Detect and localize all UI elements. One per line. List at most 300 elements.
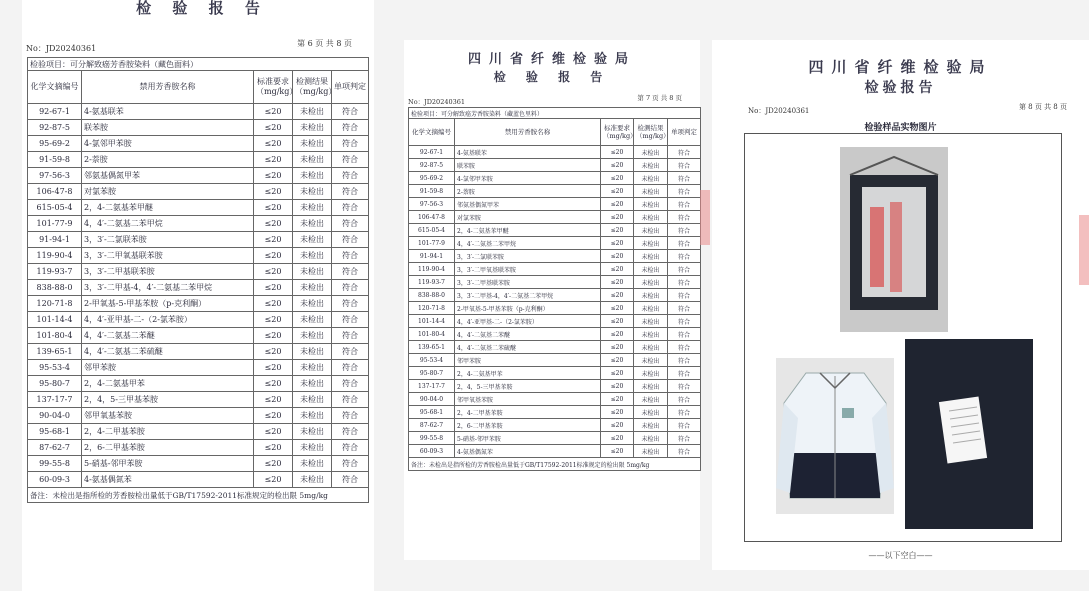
- seal-fragment: [700, 190, 710, 245]
- verdict-value: 符合: [668, 315, 701, 328]
- result-value: 未检出: [293, 248, 332, 264]
- amine-name: 邻甲苯胺: [455, 354, 601, 367]
- result-value: 未检出: [634, 328, 668, 341]
- verdict-value: 符合: [668, 393, 701, 406]
- limit-value: ≤20: [254, 136, 293, 152]
- report-number: No：JD20240361: [26, 44, 97, 53]
- result-value: 未检出: [634, 393, 668, 406]
- limit-value: ≤20: [254, 312, 293, 328]
- result-value: 未检出: [293, 264, 332, 280]
- result-value: 未检出: [634, 172, 668, 185]
- limit-value: ≤20: [601, 185, 634, 198]
- result-value: 未检出: [293, 152, 332, 168]
- amine-name: 2，4-二氨基甲苯: [82, 376, 254, 392]
- table-row: [409, 237, 701, 250]
- limit-value: ≤20: [601, 289, 634, 302]
- result-value: 未检出: [634, 276, 668, 289]
- cas-number: 119-90-4: [28, 248, 82, 264]
- result-value: 未检出: [293, 392, 332, 408]
- limit-value: ≤20: [254, 296, 293, 312]
- report-number: No：JD20240361: [408, 98, 466, 106]
- cas-number: 139-65-1: [409, 341, 455, 354]
- cas-number: 97-56-3: [409, 198, 455, 211]
- verdict-value: 符合: [668, 263, 701, 276]
- amine-name: 4，4′-二氨基二苯甲烷: [82, 216, 254, 232]
- limit-value: ≤20: [601, 276, 634, 289]
- sample-bag-photo: [840, 147, 948, 332]
- table-row: [28, 184, 369, 200]
- verdict-value: 符合: [332, 456, 369, 472]
- result-value: 未检出: [293, 216, 332, 232]
- result-value: 未检出: [634, 250, 668, 263]
- verdict-value: 符合: [668, 419, 701, 432]
- amine-name: 2，4，5-三甲基苯胺: [455, 380, 601, 393]
- result-value: 未检出: [634, 354, 668, 367]
- table-row: [409, 354, 701, 367]
- verdict-value: 符合: [668, 250, 701, 263]
- result-value: 未检出: [293, 472, 332, 488]
- cas-number: 95-80-7: [28, 376, 82, 392]
- amine-name: 4-氨基联苯: [455, 146, 601, 159]
- verdict-value: 符合: [332, 328, 369, 344]
- cas-number: 95-68-1: [28, 424, 82, 440]
- cas-number: 119-93-7: [409, 276, 455, 289]
- cas-number: 120-71-8: [28, 296, 82, 312]
- table-row: [28, 280, 369, 296]
- sample-care-label-photo: [905, 339, 1033, 529]
- cas-number: 137-17-7: [28, 392, 82, 408]
- cas-number: 87-62-7: [28, 440, 82, 456]
- limit-value: ≤20: [254, 280, 293, 296]
- table-row: [409, 198, 701, 211]
- amine-name: 4-氯邻甲苯胺: [455, 172, 601, 185]
- verdict-value: 符合: [332, 392, 369, 408]
- amine-name: 4，4′-二氨基二苯醚: [82, 328, 254, 344]
- amine-name: 2-甲氧基-5-甲基苯胺（p-克利酮）: [82, 296, 254, 312]
- verdict-value: 符合: [332, 424, 369, 440]
- limit-value: ≤20: [601, 445, 634, 458]
- limit-value: ≤20: [601, 250, 634, 263]
- verdict-value: 符合: [332, 296, 369, 312]
- verdict-value: 符合: [668, 159, 701, 172]
- table-row: [409, 419, 701, 432]
- header-cas: 化学文摘编号: [409, 119, 455, 146]
- limit-value: ≤20: [254, 184, 293, 200]
- result-value: 未检出: [293, 296, 332, 312]
- cas-number: 101-77-9: [28, 216, 82, 232]
- page-indicator: 第 7 页 共 8 页: [637, 94, 682, 102]
- result-value: 未检出: [634, 237, 668, 250]
- table-row: [28, 344, 369, 360]
- result-value: 未检出: [293, 136, 332, 152]
- table-row: [28, 440, 369, 456]
- table-row: [28, 136, 369, 152]
- result-value: 未检出: [293, 408, 332, 424]
- amine-name: 4-氨基偶氮苯: [455, 445, 601, 458]
- limit-value: ≤20: [254, 456, 293, 472]
- table-row: [409, 302, 701, 315]
- result-value: 未检出: [293, 168, 332, 184]
- amine-name: 联苯胺: [82, 120, 254, 136]
- cas-number: 615-05-4: [409, 224, 455, 237]
- limit-value: ≤20: [254, 264, 293, 280]
- verdict-value: 符合: [668, 172, 701, 185]
- limit-value: ≤20: [254, 104, 293, 120]
- limit-value: ≤20: [601, 341, 634, 354]
- amine-name: 3，3′-二甲基-4，4′-二氨基二苯甲烷: [455, 289, 601, 302]
- verdict-value: 符合: [668, 341, 701, 354]
- table-row: [409, 159, 701, 172]
- result-value: 未检出: [293, 440, 332, 456]
- result-value: 未检出: [293, 424, 332, 440]
- table-row: [28, 104, 369, 120]
- cas-number: 120-71-8: [409, 302, 455, 315]
- limit-value: ≤20: [601, 393, 634, 406]
- verdict-value: 符合: [332, 152, 369, 168]
- verdict-value: 符合: [332, 408, 369, 424]
- table-row: [409, 276, 701, 289]
- limit-value: ≤20: [601, 198, 634, 211]
- verdict-value: 符合: [332, 280, 369, 296]
- cas-number: 91-94-1: [28, 232, 82, 248]
- cas-number: 137-17-7: [409, 380, 455, 393]
- result-value: 未检出: [634, 367, 668, 380]
- verdict-value: 符合: [668, 211, 701, 224]
- result-value: 未检出: [634, 406, 668, 419]
- table-row: [409, 224, 701, 237]
- table-row: [409, 172, 701, 185]
- result-value: 未检出: [293, 200, 332, 216]
- header-verdict: 单项判定: [332, 71, 369, 104]
- amine-name: 2-甲氧基-5-甲基苯胺（p-克利酮）: [455, 302, 601, 315]
- table-row: [28, 360, 369, 376]
- cas-number: 90-04-0: [28, 408, 82, 424]
- verdict-value: 符合: [668, 406, 701, 419]
- result-value: 未检出: [293, 328, 332, 344]
- limit-value: ≤20: [254, 216, 293, 232]
- amine-name: 3，3′-二甲基-4，4′-二氨基二苯甲烷: [82, 280, 254, 296]
- seal-fragment: [1079, 215, 1089, 285]
- amine-name: 邻氨基偶氮甲苯: [455, 198, 601, 211]
- results-table: [27, 57, 369, 503]
- limit-value: ≤20: [254, 152, 293, 168]
- verdict-value: 符合: [332, 216, 369, 232]
- table-note: 备注：未检出是指所检的芳香胺检出量低于GB/T17592-2011标准规定的检出限 5mg/kg: [28, 488, 369, 503]
- amine-name: 2，6-二甲基苯胺: [455, 419, 601, 432]
- cas-number: 101-80-4: [409, 328, 455, 341]
- amine-name: 邻甲苯胺: [82, 360, 254, 376]
- amine-name: 对氯苯胺: [455, 211, 601, 224]
- header-name: 禁用芳香胺名称: [455, 119, 601, 146]
- verdict-value: 符合: [668, 185, 701, 198]
- table-row: [28, 200, 369, 216]
- cas-number: 99-55-8: [28, 456, 82, 472]
- verdict-value: 符合: [332, 440, 369, 456]
- table-row: [28, 328, 369, 344]
- cas-number: 92-87-5: [409, 159, 455, 172]
- limit-value: ≤20: [601, 146, 634, 159]
- table-row: [28, 424, 369, 440]
- limit-value: ≤20: [254, 168, 293, 184]
- result-value: 未检出: [293, 456, 332, 472]
- header-result: 检测结果（mg/kg）: [293, 71, 332, 104]
- verdict-value: 符合: [332, 472, 369, 488]
- cas-number: 91-59-8: [409, 185, 455, 198]
- verdict-value: 符合: [668, 302, 701, 315]
- limit-value: ≤20: [254, 392, 293, 408]
- report-title: 检 验 报 告: [493, 70, 611, 84]
- amine-name: 2，4-二氨基苯甲醚: [455, 224, 601, 237]
- cas-number: 119-90-4: [409, 263, 455, 276]
- amine-name: 对氯苯胺: [82, 184, 254, 200]
- result-value: 未检出: [293, 120, 332, 136]
- amine-name: 邻甲氧基苯胺: [455, 393, 601, 406]
- table-row: [409, 211, 701, 224]
- amine-name: 2，4-二甲基苯胺: [82, 424, 254, 440]
- table-row: [409, 185, 701, 198]
- result-value: 未检出: [293, 376, 332, 392]
- verdict-value: 符合: [668, 224, 701, 237]
- cas-number: 92-87-5: [28, 120, 82, 136]
- verdict-value: 符合: [332, 104, 369, 120]
- table-row: [409, 367, 701, 380]
- amine-name: 4，4′-亚甲基-二-（2-氯苯胺）: [82, 312, 254, 328]
- limit-value: ≤20: [601, 211, 634, 224]
- cas-number: 106-47-8: [28, 184, 82, 200]
- header-verdict: 单项判定: [668, 119, 701, 146]
- cas-number: 95-69-2: [28, 136, 82, 152]
- table-row: [28, 392, 369, 408]
- table-row: [28, 120, 369, 136]
- limit-value: ≤20: [601, 224, 634, 237]
- amine-name: 3，3′-二甲氧基联苯胺: [455, 263, 601, 276]
- result-value: 未检出: [634, 224, 668, 237]
- result-value: 未检出: [634, 146, 668, 159]
- verdict-value: 符合: [668, 445, 701, 458]
- photos-title: 检验样品实物图片: [864, 123, 937, 133]
- verdict-value: 符合: [668, 354, 701, 367]
- cas-number: 615-05-4: [28, 200, 82, 216]
- limit-value: ≤20: [254, 248, 293, 264]
- amine-name: 邻氨基偶氮甲苯: [82, 168, 254, 184]
- table-row: [28, 264, 369, 280]
- cas-number: 91-59-8: [28, 152, 82, 168]
- blank-below-marker: ——以下空白——: [868, 551, 933, 560]
- verdict-value: 符合: [332, 344, 369, 360]
- limit-value: ≤20: [601, 302, 634, 315]
- header-limit: 标准要求（mg/kg）: [254, 71, 293, 104]
- table-row: [409, 393, 701, 406]
- verdict-value: 符合: [668, 276, 701, 289]
- limit-value: ≤20: [601, 432, 634, 445]
- cas-number: 95-53-4: [409, 354, 455, 367]
- report-page-8: [712, 40, 1089, 570]
- verdict-value: 符合: [668, 380, 701, 393]
- amine-name: 3，3′-二甲基联苯胺: [82, 264, 254, 280]
- result-value: 未检出: [634, 315, 668, 328]
- verdict-value: 符合: [332, 168, 369, 184]
- table-row: [28, 312, 369, 328]
- table-row: [409, 380, 701, 393]
- limit-value: ≤20: [254, 440, 293, 456]
- cas-number: 60-09-3: [28, 472, 82, 488]
- table-row: [409, 445, 701, 458]
- table-row: [28, 168, 369, 184]
- header-result: 检测结果（mg/kg）: [634, 119, 668, 146]
- result-value: 未检出: [293, 360, 332, 376]
- limit-value: ≤20: [601, 159, 634, 172]
- report-page-7: [404, 40, 700, 560]
- limit-value: ≤20: [254, 232, 293, 248]
- limit-value: ≤20: [601, 237, 634, 250]
- verdict-value: 符合: [668, 237, 701, 250]
- limit-value: ≤20: [601, 328, 634, 341]
- limit-value: ≤20: [601, 380, 634, 393]
- table-row: [28, 152, 369, 168]
- table-row: [28, 408, 369, 424]
- report-number: No：JD20240361: [748, 107, 810, 115]
- verdict-value: 符合: [332, 184, 369, 200]
- cas-number: 119-93-7: [28, 264, 82, 280]
- verdict-value: 符合: [668, 367, 701, 380]
- result-value: 未检出: [634, 302, 668, 315]
- cas-number: 99-55-8: [409, 432, 455, 445]
- sample-photos-frame: [744, 133, 1062, 542]
- cas-number: 97-56-3: [28, 168, 82, 184]
- cas-number: 91-94-1: [409, 250, 455, 263]
- cas-number: 95-53-4: [28, 360, 82, 376]
- amine-name: 3，3′-二甲氧基联苯胺: [82, 248, 254, 264]
- report-page-6: [22, 0, 374, 591]
- amine-name: 4，4′-二氨基二苯硫醚: [82, 344, 254, 360]
- cas-number: 838-88-0: [28, 280, 82, 296]
- amine-name: 4-氨基偶氮苯: [82, 472, 254, 488]
- table-row: [409, 328, 701, 341]
- cas-number: 101-14-4: [28, 312, 82, 328]
- limit-value: ≤20: [254, 408, 293, 424]
- result-value: 未检出: [293, 280, 332, 296]
- cas-number: 101-77-9: [409, 237, 455, 250]
- cas-number: 60-09-3: [409, 445, 455, 458]
- verdict-value: 符合: [668, 198, 701, 211]
- cas-number: 838-88-0: [409, 289, 455, 302]
- cas-number: 95-69-2: [409, 172, 455, 185]
- table-row: [28, 232, 369, 248]
- limit-value: ≤20: [254, 328, 293, 344]
- result-value: 未检出: [293, 104, 332, 120]
- limit-value: ≤20: [601, 315, 634, 328]
- amine-name: 2，4-二氨基甲苯: [455, 367, 601, 380]
- verdict-value: 符合: [332, 136, 369, 152]
- amine-name: 4-氨基联苯: [82, 104, 254, 120]
- verdict-value: 符合: [332, 200, 369, 216]
- limit-value: ≤20: [601, 419, 634, 432]
- report-title: 检验报告: [864, 80, 937, 96]
- result-value: 未检出: [634, 289, 668, 302]
- amine-name: 2-萘胺: [455, 185, 601, 198]
- table-row: [409, 432, 701, 445]
- amine-name: 5-硝基-邻甲苯胺: [455, 432, 601, 445]
- org-name: 四川省纤维检验局: [467, 52, 636, 67]
- verdict-value: 符合: [332, 248, 369, 264]
- result-value: 未检出: [634, 185, 668, 198]
- table-row: [28, 472, 369, 488]
- header-name: 禁用芳香胺名称: [82, 71, 254, 104]
- cas-number: 95-80-7: [409, 367, 455, 380]
- amine-name: 3，3′-二氯联苯胺: [82, 232, 254, 248]
- table-row: [28, 376, 369, 392]
- result-value: 未检出: [293, 232, 332, 248]
- limit-value: ≤20: [254, 360, 293, 376]
- limit-value: ≤20: [254, 424, 293, 440]
- amine-name: 2-萘胺: [82, 152, 254, 168]
- limit-value: ≤20: [601, 354, 634, 367]
- test-project: 检验项目：可分解致癌芳香胺染料（藏蓝色里料）: [409, 108, 701, 119]
- amine-name: 2，4-二甲基苯胺: [455, 406, 601, 419]
- amine-name: 4-氯邻甲苯胺: [82, 136, 254, 152]
- report-title-cut: 检 验 报 告: [136, 0, 268, 17]
- table-row: [409, 263, 701, 276]
- table-row: [28, 216, 369, 232]
- table-row: [409, 146, 701, 159]
- result-value: 未检出: [634, 341, 668, 354]
- result-value: 未检出: [634, 211, 668, 224]
- table-row: [28, 296, 369, 312]
- amine-name: 3，3′-二甲基联苯胺: [455, 276, 601, 289]
- limit-value: ≤20: [254, 376, 293, 392]
- cas-number: 101-80-4: [28, 328, 82, 344]
- limit-value: ≤20: [601, 263, 634, 276]
- verdict-value: 符合: [332, 312, 369, 328]
- table-row: [409, 315, 701, 328]
- limit-value: ≤20: [601, 367, 634, 380]
- verdict-value: 符合: [332, 232, 369, 248]
- amine-name: 联苯胺: [455, 159, 601, 172]
- result-value: 未检出: [293, 344, 332, 360]
- cas-number: 139-65-1: [28, 344, 82, 360]
- cas-number: 92-67-1: [409, 146, 455, 159]
- limit-value: ≤20: [254, 200, 293, 216]
- test-project: 检验项目：可分解致癌芳香胺染料（藏色面料）: [28, 58, 369, 71]
- sample-jacket-photo: [776, 358, 894, 514]
- header-limit: 标准要求（mg/kg）: [601, 119, 634, 146]
- result-value: 未检出: [634, 445, 668, 458]
- table-row: [409, 250, 701, 263]
- result-value: 未检出: [293, 312, 332, 328]
- table-row: [409, 341, 701, 354]
- cas-number: 90-04-0: [409, 393, 455, 406]
- limit-value: ≤20: [254, 472, 293, 488]
- table-row: [409, 406, 701, 419]
- results-table: [408, 107, 701, 471]
- result-value: 未检出: [634, 198, 668, 211]
- verdict-value: 符合: [668, 289, 701, 302]
- table-row: [28, 248, 369, 264]
- result-value: 未检出: [634, 159, 668, 172]
- verdict-value: 符合: [332, 360, 369, 376]
- amine-name: 5-硝基-邻甲苯胺: [82, 456, 254, 472]
- amine-name: 4，4′-二氨基二苯甲烷: [455, 237, 601, 250]
- result-value: 未检出: [634, 380, 668, 393]
- table-row: [28, 456, 369, 472]
- page-indicator: 第 6 页 共 8 页: [297, 39, 352, 48]
- result-value: 未检出: [293, 184, 332, 200]
- verdict-value: 符合: [332, 120, 369, 136]
- limit-value: ≤20: [254, 120, 293, 136]
- org-name: 四川省纤维检验局: [808, 58, 993, 76]
- result-value: 未检出: [634, 263, 668, 276]
- verdict-value: 符合: [668, 328, 701, 341]
